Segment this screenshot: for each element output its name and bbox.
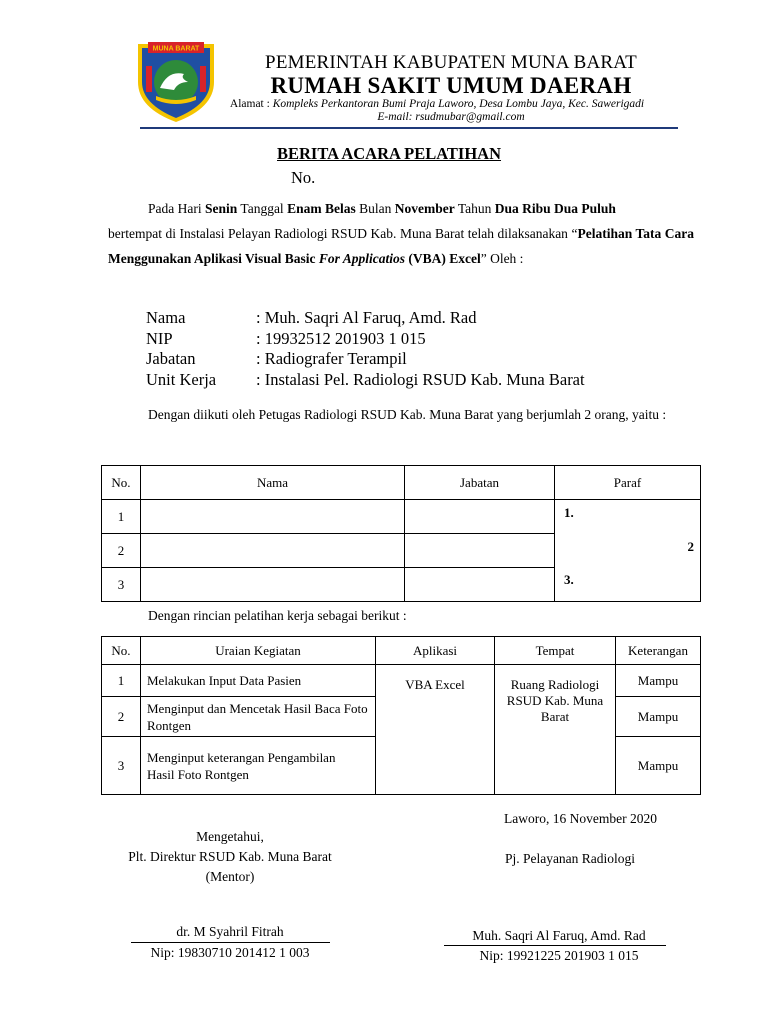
trainer-info	[146, 308, 585, 390]
status-cell: Mampu	[616, 737, 701, 795]
trainer-row-unit: Unit Kerja : Instalasi Pel. Radiologi RSUD Kab. Muna Barat	[146, 369, 585, 389]
col-no: No.	[102, 637, 141, 665]
right-signer-nip: Nip: 19921225 201903 1 015	[479, 948, 639, 963]
paraf-mark-1: 1.	[564, 505, 574, 520]
letterhead-email: E-mail: rsudmubar@gmail.com	[377, 111, 525, 123]
right-signer-name: Muh. Saqri Al Faruq, Amd. Rad	[472, 928, 646, 943]
paraf-mark-3: 3.	[564, 572, 574, 587]
letterhead-hospital: RUMAH SAKIT UMUM DAERAH	[270, 73, 632, 98]
trainer-row-position: Jabatan : Radiografer Terampil	[146, 349, 407, 368]
participant-position-cell[interactable]	[405, 568, 555, 602]
training-name: Pelatihan Tata Cara Menggunakan Aplikasi Visual Basic For Applicatios (VBA) Excel	[108, 226, 694, 266]
letterhead-divider	[140, 127, 678, 129]
mentor-label: (Mentor)	[205, 869, 255, 884]
opening-line-1: Pada Hari Senin Tanggal Enam Belas Bulan November Tahun Dua Ribu Dua Puluh	[148, 201, 616, 216]
col-jabatan: Jabatan	[405, 466, 555, 500]
place-date: Laworo, 16 November 2020	[504, 811, 657, 826]
status-cell: Mampu	[616, 697, 701, 737]
participants-intro: Dengan diikuti oleh Petugas Radiologi RSUD Kab. Muna Barat yang berjumlah 2 orang, yaitu :	[148, 407, 667, 422]
table-header-row	[102, 637, 701, 665]
table-row: 2 Menginput dan Mencetak Hasil Baca Foto Rontgen Mampu	[102, 697, 701, 737]
table-header-row	[102, 466, 701, 500]
col-tempat: Tempat	[495, 637, 616, 665]
address-text: Kompleks Perkantoran Bumi Praja Laworo, Desa Lombu Jaya, Kec. Sawerigadi	[272, 98, 645, 110]
col-nama: Nama	[141, 466, 405, 500]
trainer-row-nip: NIP : 19932512 201903 1 015	[146, 328, 426, 348]
col-aplikasi: Aplikasi	[376, 637, 495, 665]
director-title: Plt. Direktur RSUD Kab. Muna Barat	[128, 849, 332, 864]
activity-cell: Melakukan Input Data Pasien	[141, 665, 376, 697]
training-details-table	[101, 636, 701, 795]
signature-cell[interactable]	[555, 500, 701, 602]
trainer-row-name: Nama : Muh. Saqri Al Faruq, Amd. Rad	[146, 308, 477, 327]
day: Senin	[204, 201, 238, 216]
col-keterangan: Keterangan	[616, 637, 701, 665]
details-intro: Dengan rincian pelatihan kerja sebagai berikut :	[148, 608, 407, 623]
left-signer-name: dr. M Syahril Fitrah	[176, 924, 284, 939]
table-row: 2	[102, 534, 701, 568]
opening-paragraph: Pada Hari Senin Tanggal Enam Belas Bulan November Tahun Dua Ribu Dua Puluh bertempat di Instalasi Pelayan Radiologi RSUD Kab. Muna Barat telah dilaksanakan “Pelatihan Tata Cara Menggunakan Aplikasi Visual Basic For Applicatios (VBA) Excel” Oleh :	[108, 196, 694, 271]
letterhead-address	[222, 98, 652, 110]
activity-cell: Menginput dan Mencetak Hasil Baca Foto Rontgen	[141, 697, 376, 737]
participants-table	[101, 465, 701, 602]
col-no: No.	[102, 466, 141, 500]
document-number: No.	[291, 168, 316, 187]
left-signature-block	[100, 827, 360, 887]
acknowledged-label: Mengetahui,	[196, 829, 264, 844]
month: November	[394, 201, 455, 216]
left-signer-nip: Nip: 19830710 201412 1 003	[150, 945, 310, 960]
document-title: BERITA ACARA PELATIHAN	[277, 144, 502, 163]
col-paraf: Paraf	[555, 466, 701, 500]
year: Dua Ribu Dua Puluh	[494, 201, 616, 216]
table-row: 1 1. 2 3.	[102, 500, 701, 534]
col-uraian: Uraian Kegiatan	[141, 637, 376, 665]
date: Enam Belas	[287, 201, 356, 216]
participant-position-cell[interactable]	[405, 500, 555, 534]
logo-text: MUNA BARAT	[152, 45, 200, 53]
right-signer-role: Pj. Pelayanan Radiologi	[504, 851, 636, 866]
address-label: Alamat :	[229, 98, 273, 110]
application-cell: VBA Excel	[376, 665, 495, 795]
participant-name-cell[interactable]	[141, 568, 405, 602]
participant-name-cell[interactable]	[141, 500, 405, 534]
table-row: 3	[102, 568, 701, 602]
status-cell: Mampu	[616, 665, 701, 697]
paraf-mark-2: 2	[687, 539, 694, 554]
muna-barat-logo	[134, 38, 218, 124]
location-cell: Ruang Radiologi RSUD Kab. Muna Barat	[495, 665, 616, 795]
table-row: 3 Menginput keterangan Pengambilan Hasil Foto Rontgen Mampu	[102, 737, 701, 795]
activity-cell: Menginput keterangan Pengambilan Hasil Foto Rontgen	[141, 737, 376, 795]
letterhead-government: PEMERINTAH KABUPATEN MUNA BARAT	[265, 52, 637, 73]
participant-name-cell[interactable]	[141, 534, 405, 568]
table-row: 1 Melakukan Input Data Pasien VBA Excel Ruang Radiologi RSUD Kab. Muna Barat Mampu	[102, 665, 701, 697]
participant-position-cell[interactable]	[405, 534, 555, 568]
